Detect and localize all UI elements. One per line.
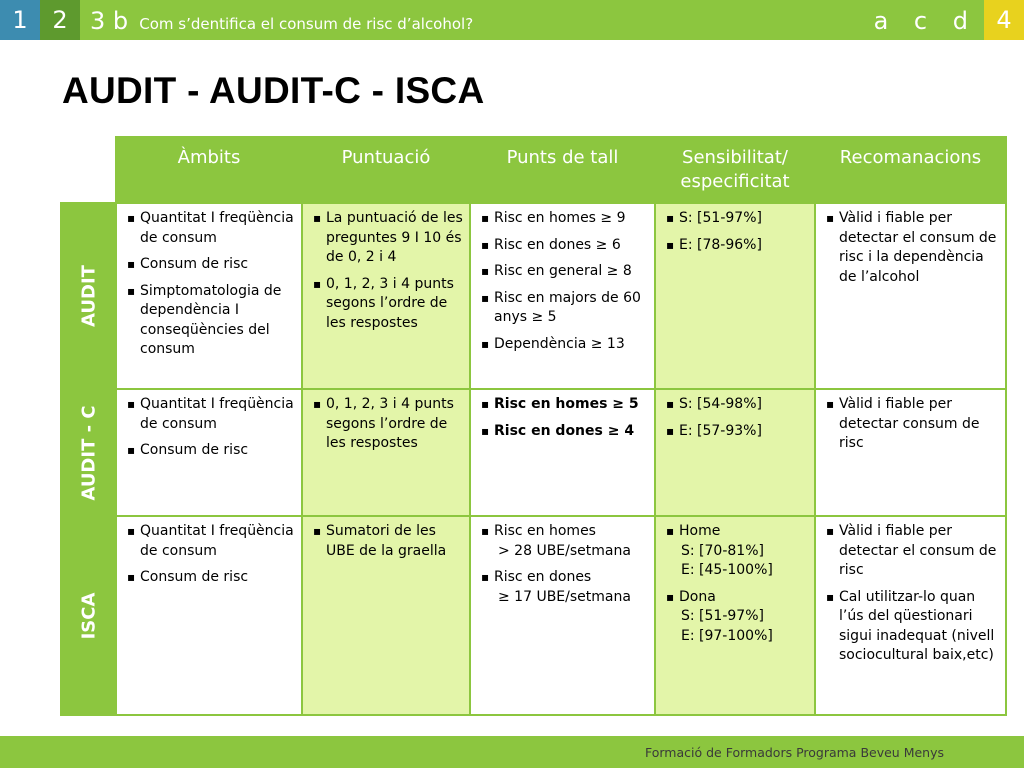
list-item: ▪ Quantitat I freqüència de consum [127,395,295,434]
nav-link-a[interactable]: a [873,7,889,35]
list-item: ▪ Cal utilitzar-lo quan l’ús del qüestionari sigui inadequat (nivell sociocultural baix,etc) [826,588,999,666]
list-item: ▪ Vàlid i fiable per detectar el consum de risc i la dependència de l’alcohol [826,209,999,287]
nav-tab-2[interactable]: 2 [40,0,80,40]
list-item: ▪ La puntuació de les preguntes 9 I 10 és de 0, 2 i 4 [313,209,463,268]
header-ambits: Àmbits [116,137,302,203]
list-item: ▪ E: [57-93%] [666,422,808,442]
cell-punts-de-tall [470,389,655,516]
cell-puntuacio [302,203,470,389]
list-item: ▪ 0, 1, 2, 3 i 4 punts segons l’ordre de les respostes [313,395,463,454]
table-row [61,203,1006,389]
cell-recomanacions [815,389,1006,516]
line: ▪ Dona [679,588,716,605]
list-item: ▪ S: [54-98%] [666,395,808,415]
list-item [481,568,648,607]
row-label-audit-c: AUDIT - C [61,389,116,516]
list-item: ▪ Consum de risc [127,568,295,588]
cell-ambits [116,516,302,715]
section-subtitle: Com s’dentifica el consum de risc d’alcohol? [139,15,474,33]
subsection-links [856,0,968,40]
list-item: ▪ Risc en dones ≥ 4 [481,422,648,442]
cell-ambits [116,203,302,389]
list-item: ▪ Risc en general ≥ 8 [481,262,648,282]
list-item: ▪ Risc en majors de 60 anys ≥ 5 [481,289,648,328]
cell-punts-de-tall [470,516,655,715]
table-row [61,389,1006,516]
list-item: ▪ Sumatori de les UBE de la graella [313,522,463,561]
cell-sensibilitat [655,516,815,715]
list-item: ▪ Risc en dones ≥ 6 [481,236,648,256]
nav-tab-1[interactable]: 1 [0,0,40,40]
list-item: ▪ 0, 1, 2, 3 i 4 punts segons l’ordre de les respostes [313,275,463,334]
line: E: [97-100%] [681,627,773,644]
nav-tab-4[interactable]: 4 [984,0,1024,40]
row-label-isca: ISCA [61,516,116,715]
list-item: ▪ Quantitat I freqüència de consum [127,522,295,561]
line: ▪ Home [679,523,721,539]
line: ≥ 17 UBE/setmana [498,588,631,605]
line: S: [70-81%] [681,542,764,559]
list-item: ▪ Consum de risc [127,441,295,461]
header-sensibilitat: Sensibilitat/ especificitat [655,137,815,203]
table-header-row [61,137,1006,203]
header-puntuacio: Puntuació [302,137,470,203]
line: E: [45-100%] [681,562,773,578]
cell-puntuacio [302,516,470,715]
list-item: ▪ Consum de risc [127,255,295,275]
cell-puntuacio [302,389,470,516]
table-row [61,516,1006,715]
cell-punts-de-tall [470,203,655,389]
section-number: 3 b [90,7,129,35]
line: > 28 UBE/setmana [498,542,631,559]
nav-link-d[interactable]: d [952,7,968,35]
cell-sensibilitat [655,203,815,389]
list-item: ▪ Quantitat I freqüència de consum [127,209,295,248]
page-title: AUDIT - AUDIT-C - ISCA [62,70,485,111]
list-item: ▪ Vàlid i fiable per detectar consum de risc [826,395,999,454]
section-title [90,0,473,40]
cell-sensibilitat [655,389,815,516]
list-item: ▪ Risc en homes ≥ 5 [481,395,648,415]
nav-link-c[interactable]: c [913,7,928,35]
footer-text: Formació de Formadors Programa Beveu Menys [645,745,944,760]
line: ▪ Risc en homes [494,523,596,539]
cell-recomanacions [815,203,1006,389]
list-item: ▪ E: [78-96%] [666,236,808,256]
table-corner [61,137,116,203]
cell-ambits [116,389,302,516]
footer-bar [0,736,1024,768]
line: S: [51-97%] [681,608,764,624]
comparison-table [60,136,1007,716]
list-item [666,522,808,581]
cell-recomanacions [815,516,1006,715]
list-item: ▪ Simptomatologia de dependència I conseqüències del consum [127,282,295,360]
row-label-audit: AUDIT [61,203,116,389]
list-item: ▪ Dependència ≥ 13 [481,335,648,355]
line: ▪ Risc en dones [494,569,592,585]
top-nav-bar [0,0,1024,40]
list-item: ▪ Vàlid i fiable per detectar el consum de risc [826,522,999,581]
header-punts-de-tall: Punts de tall [470,137,655,203]
list-item: ▪ S: [51-97%] [666,209,808,229]
list-item [481,522,648,561]
header-recomanacions: Recomanacions [815,137,1006,203]
list-item [666,588,808,647]
list-item: ▪ Risc en homes ≥ 9 [481,209,648,229]
